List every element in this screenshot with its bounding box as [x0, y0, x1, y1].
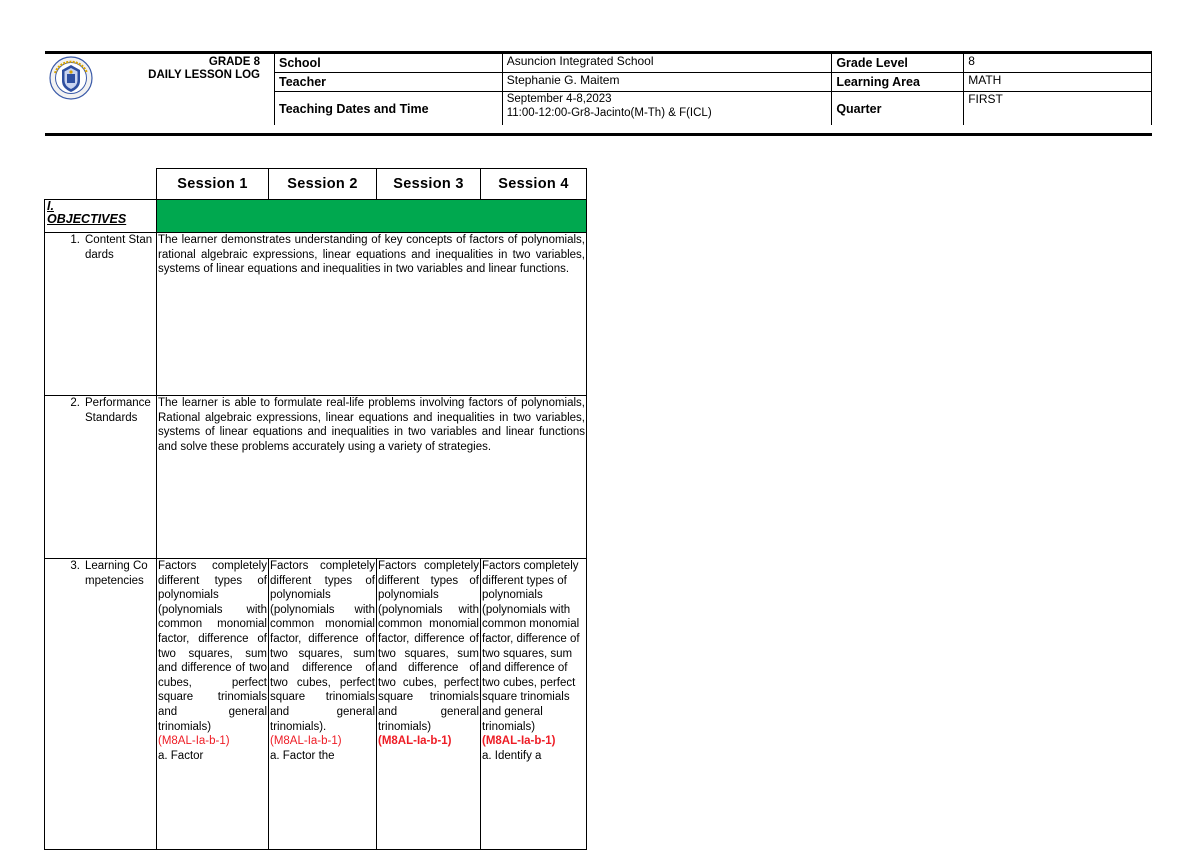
- teaching-time: 11:00-12:00-Gr8-Jacinto(M-Th) & F(ICL): [506, 107, 712, 119]
- session-3-header: Session 3: [377, 169, 481, 200]
- teaching-dates: September 4-8,2023: [506, 93, 612, 105]
- learning-competencies-label: Learning Competencies: [85, 560, 148, 587]
- content-standards-label-cell: [45, 233, 157, 396]
- content-standards-row: [45, 233, 587, 396]
- session-3-competency: [377, 559, 481, 850]
- title-grade: GRADE 8: [208, 56, 260, 68]
- session-4-competency: [481, 559, 587, 850]
- session-1-competency-tail: a. Factor: [158, 749, 204, 762]
- objectives-row: [45, 200, 587, 233]
- session-4-competency-text: Factors completely different types of polynomials (polynomials with common monomial factor, difference of two squares, sum and difference of two cubes, perfect square trinomials and general trinomials): [482, 560, 580, 733]
- session-4-header: Session 4: [481, 169, 587, 200]
- session-1-competency-code: (M8AL-Ia-b-1): [158, 735, 230, 748]
- session-2-header: Session 2: [269, 169, 377, 200]
- performance-standards-label: Performance Standards: [85, 397, 151, 424]
- session-2-competency-tail: a. Factor the: [270, 749, 335, 762]
- table-corner: [45, 169, 157, 200]
- objectives-heading: [45, 200, 157, 233]
- lesson-plan-table: [44, 168, 587, 850]
- session-3-competency-code: (M8AL-Ia-b-1): [378, 735, 452, 748]
- objectives-numeral: I.: [47, 199, 54, 213]
- lesson-log-title: [45, 54, 260, 82]
- school-label: School: [275, 54, 503, 73]
- session-2-competency: [269, 559, 377, 850]
- session-2-competency-text: Factors completely different types of polynomials (polynomials with common monomial factor, difference of two squares, sum and difference of two cubes, perfect square trinomials and general trinomials).: [270, 560, 375, 733]
- teaching-dates-value: [502, 92, 832, 126]
- learning-competencies-row: [45, 559, 587, 850]
- school-value: Asuncion Integrated School: [502, 54, 832, 73]
- quarter-label: Quarter: [832, 92, 964, 126]
- learning-area-label: Learning Area: [832, 73, 964, 92]
- session-3-competency-text: Factors completely different types of polynomials (polynomials with common monomial factor, difference of two squares, sum and difference of two cubes, perfect square trinomials and general trinomials): [378, 560, 479, 733]
- header-info-grid: [274, 54, 1152, 125]
- teacher-label: Teacher: [275, 73, 503, 92]
- performance-standards-label-cell: [45, 396, 157, 559]
- teacher-value: Stephanie G. Maitem: [502, 73, 832, 92]
- learning-area-value: MATH: [964, 73, 1152, 92]
- lesson-log-header: [45, 51, 1152, 136]
- content-standards-label: Content Standards: [85, 234, 153, 261]
- session-2-competency-code: (M8AL-Ia-b-1): [270, 735, 342, 748]
- performance-standards-text: The learner is able to formulate real-life problems involving factors of polynomials, Rational algebraic expressions, linear equations and inequalities in two variables, systems of linear equations and inequalities in two variables and linear functions and solve these problems accurately using a variety of strategies.: [157, 396, 587, 559]
- teaching-dates-label: Teaching Dates and Time: [275, 92, 503, 126]
- session-header-row: [45, 169, 587, 200]
- session-4-competency-code: (M8AL-Ia-b-1): [482, 735, 556, 748]
- learning-competencies-number: 3.: [70, 560, 80, 572]
- title-daily-lesson-log: DAILY LESSON LOG: [148, 69, 260, 81]
- session-1-header: Session 1: [157, 169, 269, 200]
- objectives-label: OBJECTIVES: [47, 212, 127, 226]
- performance-standards-row: [45, 396, 587, 559]
- learning-competencies-label-cell: [45, 559, 157, 850]
- objectives-green-bar: [157, 200, 587, 233]
- quarter-value: FIRST: [964, 92, 1152, 126]
- session-1-competency-text: Factors completely different types of polynomials (polynomials with common monomial factor, difference of two squares, sum and difference of two cubes, perfect square trinomials and general trinomials): [158, 560, 267, 733]
- grade-level-value: 8: [964, 54, 1152, 73]
- content-standards-number: 1.: [70, 234, 80, 246]
- performance-standards-number: 2.: [70, 397, 80, 409]
- content-standards-text: The learner demonstrates understanding of key concepts of factors of polynomials, rational algebraic expressions, linear equations and inequalities in two variables, systems of linear equations and inequalities in two variables and linear functions.: [157, 233, 587, 396]
- session-1-competency: [157, 559, 269, 850]
- grade-level-label: Grade Level: [832, 54, 964, 73]
- session-4-competency-tail: a. Identify a: [482, 749, 542, 762]
